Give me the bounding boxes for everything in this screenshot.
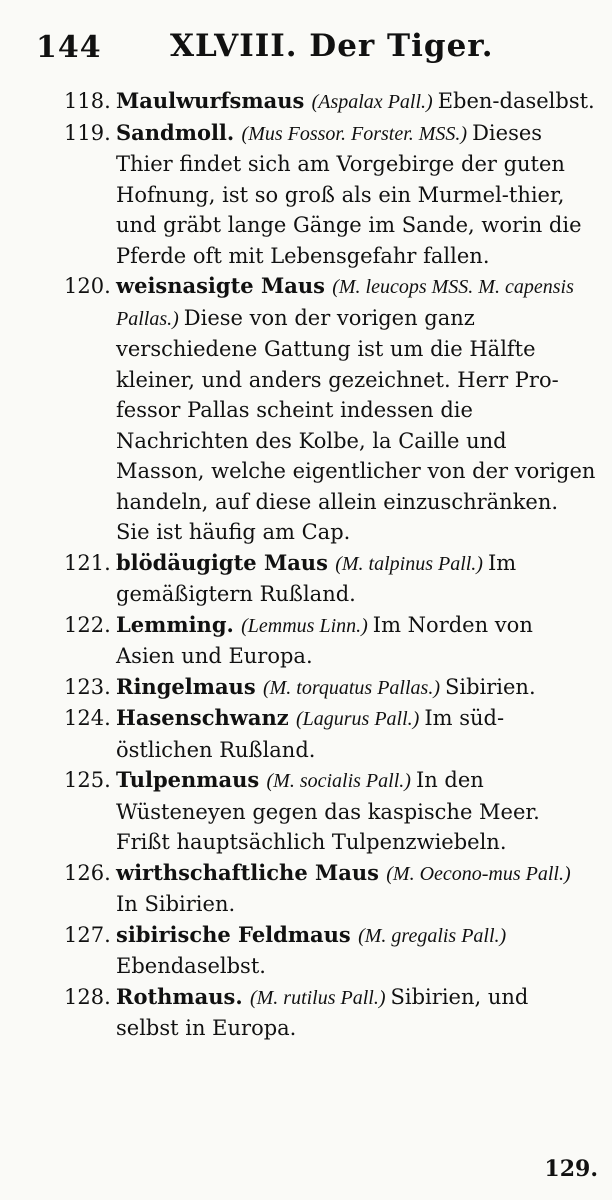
entry-latin: (M. Oecono-mus Pall.) [386,862,571,885]
entry-name: wirthschaftliche Maus [116,859,387,885]
entry-122 [64,610,596,672]
entry-name: Rothmaus. [116,983,250,1009]
entry-name: Lemming. [116,611,242,637]
entry-name: Sandmoll. [116,119,242,145]
entry-number: 118. [64,89,111,113]
entry-number: 127. [64,922,111,947]
catchword: 129. [544,1156,598,1182]
page-header [36,24,592,72]
entry-description: In den Wüsteneyen gegen das kaspische Meer. Frißt hauptsächlich Tulpenzwiebeln. [116,768,540,854]
entry-name: Ringelmaus [116,673,263,699]
entry-latin: (M. socialis Pall.) [266,770,416,792]
entry-description: Eben-daselbst. [437,89,595,113]
entry-number: 122. [64,612,111,637]
entry-number: 124. [64,706,111,730]
entry-description: Im Norden von Asien und Europa. [116,612,533,668]
entry-120 [64,271,596,548]
entry-128 [64,982,596,1044]
entry-name: Maulwurfsmaus [116,88,312,113]
entry-number: 128. [64,984,111,1009]
entry-number: 126. [64,860,111,885]
entry-name: Hasenschwanz [116,705,296,730]
entry-126 [64,858,596,920]
entry-number: 119. [64,120,111,145]
entry-description: Im süd-östlichen Rußland. [116,706,505,762]
entry-119 [64,118,596,272]
entry-latin: (Mus Fossor. Forster. MSS.) [241,122,473,145]
entry-list [64,86,596,1044]
entry-latin: (Lemmus Linn.) [241,614,373,637]
entry-number: 125. [64,768,111,792]
entry-number: 123. [64,674,111,699]
entry-125 [64,765,596,858]
entry-number: 120. [64,274,111,298]
entry-name: sibirische Feldmaus [116,921,359,947]
entry-latin: (M. talpinus Pall.) [335,552,488,575]
entry-description: Im gemäßigtern Rußland. [116,550,517,606]
entry-name: weisnasigte Maus [116,273,333,298]
entry-127 [64,920,596,982]
entry-description: In Sibirien. [116,892,236,916]
entry-latin: (M. gregalis Pall.) [358,924,507,947]
entry-latin: (Aspalax Pall.) [311,91,438,113]
page-number: 144 [36,30,102,65]
running-head: XLVIII. Der Tiger. [170,28,494,64]
entry-description: Dieses Thier findet sich am Vorgebirge der guten Hofnung, ist so groß als ein Murmel-thier, und gräbt lange Gänge im Sande, worin die Pferde oft mit Lebensgefahr fallen. [116,120,582,268]
entry-name: blödäugigte Maus [116,549,336,575]
entry-121 [64,548,596,610]
entry-number: 121. [64,550,111,575]
entry-latin: (M. rutilus Pall.) [249,986,391,1009]
entry-latin: (M. torquatus Pallas.) [262,676,445,699]
entry-description: Sibirien, und selbst in Europa. [116,984,529,1040]
entry-123 [64,672,596,704]
entry-description: Diese von der vorigen ganz verschiedene Gattung ist um die Hälfte kleiner, und anders gezeichnet. Herr Pro-fessor Pallas scheint indessen die Nachrichten des Kolbe, la Caille und Masson, welche eigentlicher von der vorigen handeln, auf diese allein einzuschränken. Sie ist häufig am Cap. [116,305,596,544]
entry-description: Sibirien. [444,674,536,699]
entry-latin: (Lagurus Pall.) [295,708,425,730]
entry-name: Tulpenmaus [116,767,267,792]
entry-description: Ebendaselbst. [116,954,266,978]
entry-124 [64,703,596,765]
entry-latin: (M. leucops MSS. M. capensis Pallas.) [116,276,574,330]
entry-118 [64,86,596,118]
